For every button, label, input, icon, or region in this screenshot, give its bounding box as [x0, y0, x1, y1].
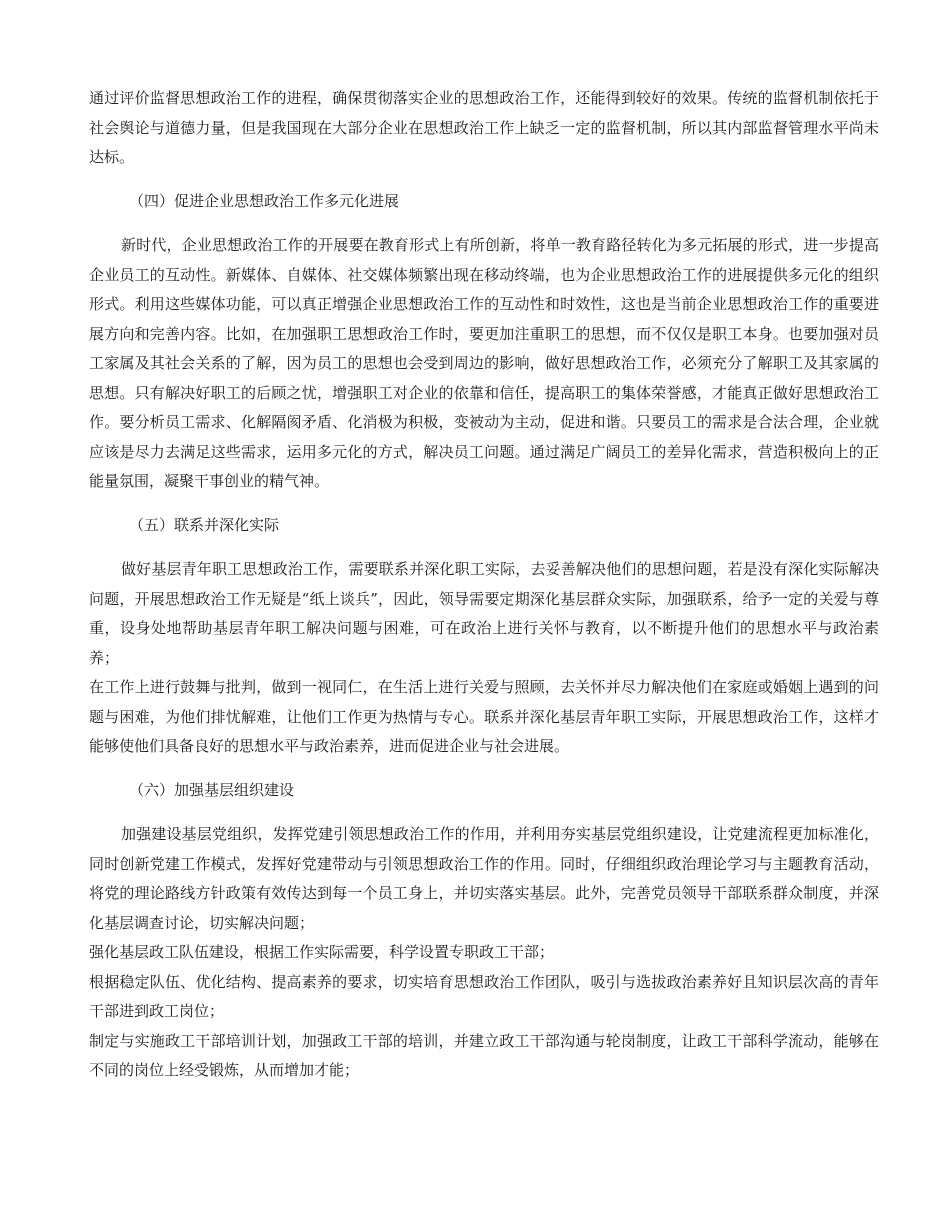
document-page — [89, 84, 879, 1086]
paragraph-connect-reality: 做好基层青年职工思想政治工作，需要联系并深化职工实际，去妥善解决他们的思想问题，若是没有深化实际解决问题，开展思想政治工作无疑是“纸上谈兵”，因此，领导需要定期深化基层群众实际，加强联系，给予一定的关爱与尊重，设身处地帮助基层青年职工解决问题与困难，可在政治上进行关怀与教育，以不断提升他们的思想水平与政治素养； — [89, 560, 879, 667]
section-heading-4: （四）促进企业思想政治工作多元化进展 — [129, 191, 400, 210]
section-heading-6: （六）加强基层组织建设 — [129, 780, 295, 799]
section-heading-5: （五）联系并深化实际 — [129, 515, 280, 534]
paragraph-team-building: 强化基层政工队伍建设，根据工作实际需要，科学设置专职政工干部； — [89, 943, 555, 961]
paragraph-diversified-progress: 新时代，企业思想政治工作的开展要在教育形式上有所创新，将单一教育路径转化为多元拓展的形式，进一步提高企业员工的互动性。新媒体、自媒体、社交媒体频繁出现在移动终端，也为企业思想政治工作的进展提供多元化的组织形式。利用这些媒体功能，可以真正增强企业思想政治工作的互动性和时效性，这也是当前企业思想政治工作的重要进展方向和完善内容。比如，在加强职工思想政治工作时，要更加注重职工的思想，而不仅仅是职工本身。也要加强对员工家属及其社会关系的了解，因为员工的思想也会受到周边的影响，做好思想政治工作，必须充分了解职工及其家属的思想。只有解决好职工的后顾之忧，增强职工对企业的依靠和信任，提高职工的集体荣誉感，才能真正做好思想政治工作。要分析员工需求、化解隔阂矛盾、化消极为积极，变被动为主动，促进和谐。只要员工的需求是合法合理，企业就应该是尽力去满足这些需求，运用多元化的方式，解决员工问题。通过满足广阔员工的差异化需求，营造积极向上的正能量氛围，凝聚干事创业的精气神。 — [89, 236, 879, 490]
paragraph-work-encouragement: 在工作上进行鼓舞与批判，做到一视同仁，在生活上进行关爱与照顾，去关怀并尽力解决他们在家庭或婚姻上遇到的问题与困难，为他们排忧解难，让他们工作更为热情与专心。联系并深化基层青年职工实际，开展思想政治工作，这样才能够使他们具备良好的思想水平与政治素养，进而促进企业与社会进展。 — [89, 678, 879, 755]
paragraph-training-plan: 制定与实施政工干部培训计划，加强政工干部的培训，并建立政工干部沟通与轮岗制度，让政工干部科学流动，能够在不同的岗位上经受锻炼，从而增加才能； — [89, 1031, 879, 1079]
paragraph-talent-selection: 根据稳定队伍、优化结构、提高素养的要求，切实培育思想政治工作团队，吸引与选拔政治素养好且知识层次高的青年干部进到政工岗位； — [89, 972, 879, 1020]
paragraph-party-organization: 加强建设基层党组织，发挥党建引领思想政治工作的作用，并利用夯实基层党组织建设，让党建流程更加标准化，同时创新党建工作模式，发挥好党建带动与引领思想政治工作的作用。同时，仔细组织政治理论学习与主题教育活动，将党的理论路线方针政策有效传达到每一个员工身上，并切实落实基层。此外，完善党员领导干部联系群众制度，并深化基层调查讨论，切实解决问题； — [89, 825, 879, 932]
paragraph-supervision: 通过评价监督思想政治工作的进程，确保贯彻落实企业的思想政治工作，还能得到较好的效果。传统的监督机制依托于社会舆论与道德力量，但是我国现在大部分企业在思想政治工作上缺乏一定的监督机制，所以其内部监督管理水平尚未达标。 — [89, 89, 879, 166]
